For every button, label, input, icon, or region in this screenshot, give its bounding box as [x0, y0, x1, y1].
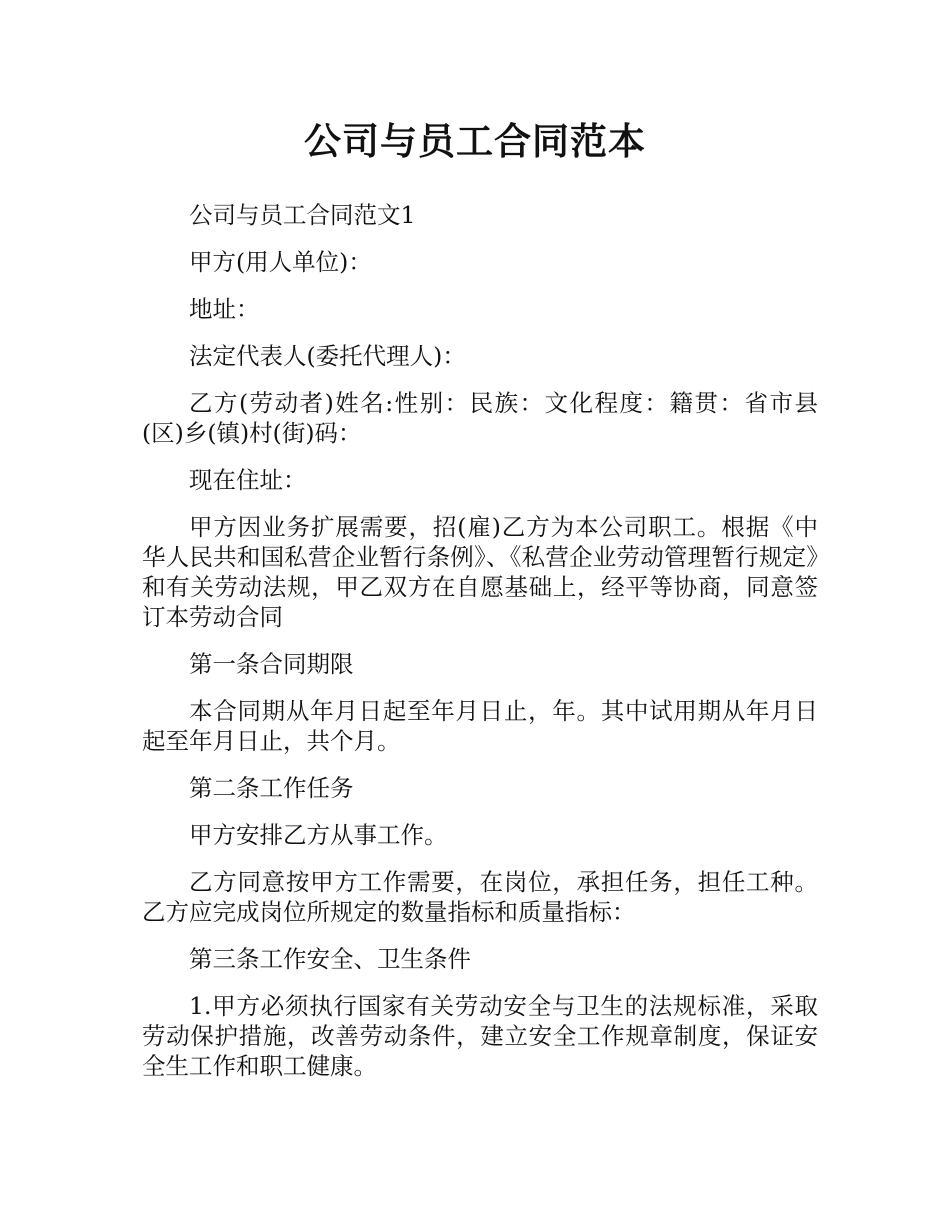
- document-title: 公司与员工合同范本: [304, 120, 646, 163]
- paragraph-current-address: 现在住址：: [189, 466, 307, 494]
- paragraph-article-1-body: 本合同期从年月日起至年月日止，年。其中试用期从年月日起至年月日止，共个月。: [142, 697, 818, 755]
- paragraph-article-3-item-1: 1.甲方必须执行国家有关劳动安全与卫生的法规标准，采取劳动保护措施，改善劳动条件，建立安全工作规章制度，保证安全生工作和职工健康。: [142, 992, 818, 1080]
- paragraph-legal-rep: 法定代表人(委托代理人)：: [189, 342, 466, 370]
- paragraph-heading-1: 公司与员工合同范文1: [189, 201, 416, 229]
- paragraph-article-2-title: 第二条工作任务: [189, 774, 354, 802]
- paragraph-party-b: 乙方(劳动者)姓名:性别：民族：文化程度：籍贯：省市县(区)乡(镇)村(街)码：: [142, 389, 818, 447]
- paragraph-article-2-body-2: 乙方同意按甲方工作需要，在岗位，承担任务，担任工种。乙方应完成岗位所规定的数量指标和质量指标：: [142, 868, 818, 926]
- document-body: [142, 200, 818, 1098]
- paragraph-address: 地址：: [189, 295, 260, 323]
- paragraph-article-2-body-1: 甲方安排乙方从事工作。: [189, 821, 448, 849]
- paragraph-party-a: 甲方(用人单位)：: [189, 248, 372, 276]
- paragraph-preamble: 甲方因业务扩展需要，招(雇)乙方为本公司职工。根据《中华人民共和国私营企业暂行条例》、《私营企业劳动管理暂行规定》和有关劳动法规，甲乙双方在自愿基础上，经平等协商，同意签订本劳动合同: [142, 513, 818, 631]
- paragraph-article-3-title: 第三条工作安全、卫生条件: [189, 945, 471, 973]
- paragraph-article-1-title: 第一条合同期限: [189, 650, 354, 678]
